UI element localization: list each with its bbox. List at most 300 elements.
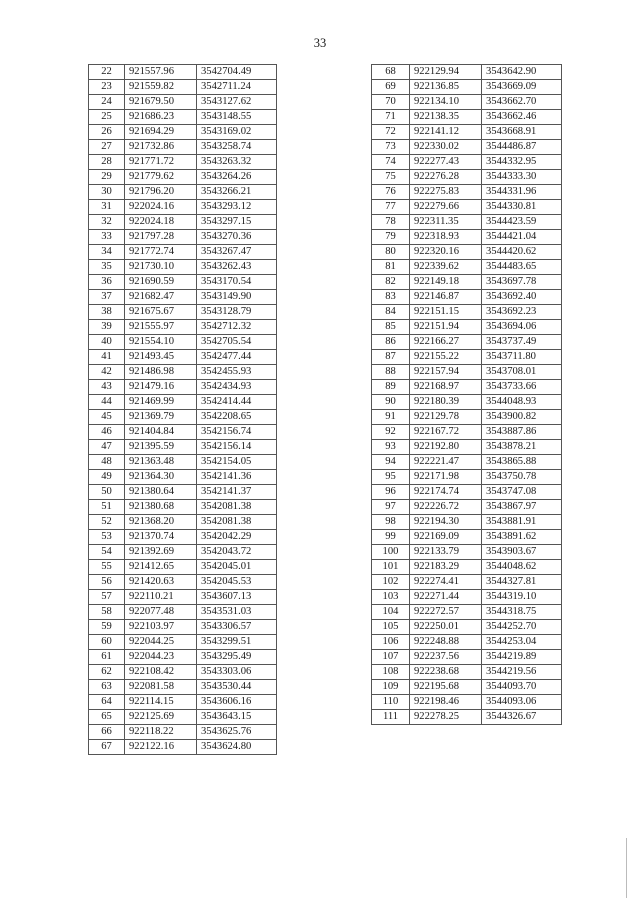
y-coordinate-cell: 3542414.44 [197,395,277,410]
point-number-cell: 37 [89,290,125,305]
table-row [89,695,277,710]
x-coordinate-cell: 922114.15 [125,695,197,710]
x-coordinate-cell: 922250.01 [410,620,482,635]
y-coordinate-cell: 3543295.49 [197,650,277,665]
point-number-cell: 26 [89,125,125,140]
x-coordinate-cell: 922198.46 [410,695,482,710]
table-row [89,275,277,290]
table-row [89,230,277,245]
table-row [89,365,277,380]
y-coordinate-cell: 3543865.88 [482,455,562,470]
table-row [89,425,277,440]
point-number-cell: 104 [372,605,410,620]
y-coordinate-cell: 3542081.38 [197,500,277,515]
x-coordinate-cell: 921675.67 [125,305,197,320]
x-coordinate-cell: 922279.66 [410,200,482,215]
point-number-cell: 69 [372,80,410,95]
x-coordinate-cell: 921557.96 [125,65,197,80]
y-coordinate-cell: 3543642.90 [482,65,562,80]
coordinates-table-left [88,64,277,755]
coordinates-table-right [371,64,562,725]
y-coordinate-cell: 3542711.24 [197,80,277,95]
y-coordinate-cell: 3544326.67 [482,710,562,725]
y-coordinate-cell: 3543148.55 [197,110,277,125]
y-coordinate-cell: 3543891.62 [482,530,562,545]
x-coordinate-cell: 921732.86 [125,140,197,155]
x-coordinate-cell: 921797.28 [125,230,197,245]
table-row [89,395,277,410]
point-number-cell: 105 [372,620,410,635]
point-number-cell: 102 [372,575,410,590]
y-coordinate-cell: 3542043.72 [197,545,277,560]
y-coordinate-cell: 3543258.74 [197,140,277,155]
y-coordinate-cell: 3543881.91 [482,515,562,530]
y-coordinate-cell: 3543711.80 [482,350,562,365]
point-number-cell: 40 [89,335,125,350]
x-coordinate-cell: 922024.16 [125,200,197,215]
x-coordinate-cell: 922272.57 [410,605,482,620]
point-number-cell: 41 [89,350,125,365]
x-coordinate-cell: 922180.39 [410,395,482,410]
point-number-cell: 38 [89,305,125,320]
y-coordinate-cell: 3542704.49 [197,65,277,80]
x-coordinate-cell: 921380.68 [125,500,197,515]
y-coordinate-cell: 3543668.91 [482,125,562,140]
table-row [89,290,277,305]
table-row [372,605,562,620]
table-row [372,155,562,170]
x-coordinate-cell: 921694.29 [125,125,197,140]
y-coordinate-cell: 3542156.14 [197,440,277,455]
x-coordinate-cell: 922320.16 [410,245,482,260]
y-coordinate-cell: 3543149.90 [197,290,277,305]
y-coordinate-cell: 3543887.86 [482,425,562,440]
point-number-cell: 86 [372,335,410,350]
y-coordinate-cell: 3543694.06 [482,320,562,335]
y-coordinate-cell: 3542042.29 [197,530,277,545]
point-number-cell: 93 [372,440,410,455]
x-coordinate-cell: 921364.30 [125,470,197,485]
table-row [89,515,277,530]
y-coordinate-cell: 3543606.16 [197,695,277,710]
x-coordinate-cell: 921369.79 [125,410,197,425]
point-number-cell: 73 [372,140,410,155]
x-coordinate-cell: 921380.64 [125,485,197,500]
table-row [89,635,277,650]
x-coordinate-cell: 922141.12 [410,125,482,140]
point-number-cell: 89 [372,380,410,395]
table-row [372,395,562,410]
point-number-cell: 100 [372,545,410,560]
point-number-cell: 28 [89,155,125,170]
x-coordinate-cell: 921682.47 [125,290,197,305]
x-coordinate-cell: 922174.74 [410,485,482,500]
y-coordinate-cell: 3543737.49 [482,335,562,350]
point-number-cell: 23 [89,80,125,95]
table-row [372,410,562,425]
point-number-cell: 99 [372,530,410,545]
table-row [372,230,562,245]
x-coordinate-cell: 922138.35 [410,110,482,125]
x-coordinate-cell: 922278.25 [410,710,482,725]
point-number-cell: 96 [372,485,410,500]
y-coordinate-cell: 3543169.02 [197,125,277,140]
x-coordinate-cell: 922122.16 [125,740,197,755]
x-coordinate-cell: 922276.28 [410,170,482,185]
table-row [372,485,562,500]
point-number-cell: 85 [372,320,410,335]
point-number-cell: 49 [89,470,125,485]
point-number-cell: 97 [372,500,410,515]
point-number-cell: 76 [372,185,410,200]
point-number-cell: 50 [89,485,125,500]
table-row [89,500,277,515]
coordinates-table-right-body [372,65,562,725]
table-row [372,620,562,635]
x-coordinate-cell: 921493.45 [125,350,197,365]
y-coordinate-cell: 3542455.93 [197,365,277,380]
table-row [372,290,562,305]
table-row [372,515,562,530]
point-number-cell: 32 [89,215,125,230]
table-row [372,545,562,560]
point-number-cell: 61 [89,650,125,665]
x-coordinate-cell: 922271.44 [410,590,482,605]
y-coordinate-cell: 3543878.21 [482,440,562,455]
x-coordinate-cell: 922238.68 [410,665,482,680]
x-coordinate-cell: 922134.10 [410,95,482,110]
table-row [372,350,562,365]
table-row [372,200,562,215]
x-coordinate-cell: 922129.78 [410,410,482,425]
point-number-cell: 91 [372,410,410,425]
x-coordinate-cell: 921486.98 [125,365,197,380]
y-coordinate-cell: 3543708.01 [482,365,562,380]
x-coordinate-cell: 921690.59 [125,275,197,290]
table-row [89,605,277,620]
table-row [372,110,562,125]
x-coordinate-cell: 922149.18 [410,275,482,290]
point-number-cell: 31 [89,200,125,215]
table-row [89,80,277,95]
y-coordinate-cell: 3543127.62 [197,95,277,110]
x-coordinate-cell: 922166.27 [410,335,482,350]
x-coordinate-cell: 921469.99 [125,395,197,410]
point-number-cell: 36 [89,275,125,290]
table-row [372,305,562,320]
table-row [89,710,277,725]
y-coordinate-cell: 3544420.62 [482,245,562,260]
point-number-cell: 103 [372,590,410,605]
y-coordinate-cell: 3543293.12 [197,200,277,215]
y-coordinate-cell: 3544219.89 [482,650,562,665]
table-row [372,665,562,680]
y-coordinate-cell: 3544332.95 [482,155,562,170]
point-number-cell: 57 [89,590,125,605]
table-row [89,740,277,755]
point-number-cell: 70 [372,95,410,110]
y-coordinate-cell: 3542154.05 [197,455,277,470]
x-coordinate-cell: 922077.48 [125,605,197,620]
point-number-cell: 53 [89,530,125,545]
point-number-cell: 45 [89,410,125,425]
x-coordinate-cell: 922275.83 [410,185,482,200]
y-coordinate-cell: 3544423.59 [482,215,562,230]
x-coordinate-cell: 922024.18 [125,215,197,230]
table-row [89,575,277,590]
point-number-cell: 65 [89,710,125,725]
y-coordinate-cell: 3544048.62 [482,560,562,575]
point-number-cell: 39 [89,320,125,335]
x-coordinate-cell: 921363.48 [125,455,197,470]
table-row [89,110,277,125]
point-number-cell: 87 [372,350,410,365]
y-coordinate-cell: 3544318.75 [482,605,562,620]
x-coordinate-cell: 922311.35 [410,215,482,230]
table-row [372,65,562,80]
x-coordinate-cell: 922221.47 [410,455,482,470]
y-coordinate-cell: 3543697.78 [482,275,562,290]
table-row [89,545,277,560]
table-row [372,530,562,545]
point-number-cell: 22 [89,65,125,80]
x-coordinate-cell: 921404.84 [125,425,197,440]
x-coordinate-cell: 921686.23 [125,110,197,125]
point-number-cell: 63 [89,680,125,695]
y-coordinate-cell: 3544331.96 [482,185,562,200]
y-coordinate-cell: 3544219.56 [482,665,562,680]
point-number-cell: 108 [372,665,410,680]
table-row [89,650,277,665]
point-number-cell: 80 [372,245,410,260]
y-coordinate-cell: 3542434.93 [197,380,277,395]
y-coordinate-cell: 3543299.51 [197,635,277,650]
y-coordinate-cell: 3544319.10 [482,590,562,605]
table-row [89,305,277,320]
table-row [372,470,562,485]
y-coordinate-cell: 3543733.66 [482,380,562,395]
y-coordinate-cell: 3543750.78 [482,470,562,485]
y-coordinate-cell: 3542045.53 [197,575,277,590]
point-number-cell: 27 [89,140,125,155]
y-coordinate-cell: 3543531.03 [197,605,277,620]
y-coordinate-cell: 3544330.81 [482,200,562,215]
table-row [372,500,562,515]
y-coordinate-cell: 3544048.93 [482,395,562,410]
y-coordinate-cell: 3543306.57 [197,620,277,635]
x-coordinate-cell: 921554.10 [125,335,197,350]
point-number-cell: 94 [372,455,410,470]
y-coordinate-cell: 3543128.79 [197,305,277,320]
table-row [372,440,562,455]
table-row [89,620,277,635]
table-row [89,560,277,575]
x-coordinate-cell: 922136.85 [410,80,482,95]
table-row [89,155,277,170]
y-coordinate-cell: 3544252.70 [482,620,562,635]
point-number-cell: 59 [89,620,125,635]
x-coordinate-cell: 922195.68 [410,680,482,695]
page-number: 33 [313,36,327,50]
x-coordinate-cell: 921370.74 [125,530,197,545]
table-row [89,260,277,275]
x-coordinate-cell: 921555.97 [125,320,197,335]
point-number-cell: 75 [372,170,410,185]
y-coordinate-cell: 3543297.15 [197,215,277,230]
point-number-cell: 42 [89,365,125,380]
table-row [89,380,277,395]
table-row [89,320,277,335]
table-row [89,455,277,470]
y-coordinate-cell: 3543669.09 [482,80,562,95]
point-number-cell: 25 [89,110,125,125]
point-number-cell: 88 [372,365,410,380]
x-coordinate-cell: 921420.63 [125,575,197,590]
point-number-cell: 66 [89,725,125,740]
x-coordinate-cell: 922226.72 [410,500,482,515]
table-row [89,665,277,680]
table-row [89,440,277,455]
y-coordinate-cell: 3543263.32 [197,155,277,170]
y-coordinate-cell: 3542081.38 [197,515,277,530]
table-row [372,260,562,275]
y-coordinate-cell: 3543867.97 [482,500,562,515]
y-coordinate-cell: 3543303.06 [197,665,277,680]
table-row [372,275,562,290]
y-coordinate-cell: 3542208.65 [197,410,277,425]
y-coordinate-cell: 3542141.36 [197,470,277,485]
x-coordinate-cell: 922318.93 [410,230,482,245]
y-coordinate-cell: 3544093.70 [482,680,562,695]
y-coordinate-cell: 3543267.47 [197,245,277,260]
x-coordinate-cell: 922146.87 [410,290,482,305]
y-coordinate-cell: 3544093.06 [482,695,562,710]
x-coordinate-cell: 921559.82 [125,80,197,95]
x-coordinate-cell: 922183.29 [410,560,482,575]
x-coordinate-cell: 922167.72 [410,425,482,440]
x-coordinate-cell: 922248.88 [410,635,482,650]
table-row [372,710,562,725]
x-coordinate-cell: 922277.43 [410,155,482,170]
table-row [372,425,562,440]
point-number-cell: 60 [89,635,125,650]
table-row [89,65,277,80]
table-row [89,410,277,425]
x-coordinate-cell: 922103.97 [125,620,197,635]
x-coordinate-cell: 921412.65 [125,560,197,575]
x-coordinate-cell: 921796.20 [125,185,197,200]
table-row [372,320,562,335]
point-number-cell: 111 [372,710,410,725]
table-row [89,470,277,485]
point-number-cell: 48 [89,455,125,470]
point-number-cell: 79 [372,230,410,245]
y-coordinate-cell: 3543747.08 [482,485,562,500]
table-row [372,380,562,395]
table-row [89,125,277,140]
table-row [372,575,562,590]
table-row [372,215,562,230]
point-number-cell: 83 [372,290,410,305]
point-number-cell: 58 [89,605,125,620]
x-coordinate-cell: 922339.62 [410,260,482,275]
table-row [89,725,277,740]
table-row [89,140,277,155]
y-coordinate-cell: 3543692.23 [482,305,562,320]
point-number-cell: 98 [372,515,410,530]
point-number-cell: 109 [372,680,410,695]
table-row [372,185,562,200]
y-coordinate-cell: 3543262.43 [197,260,277,275]
point-number-cell: 107 [372,650,410,665]
x-coordinate-cell: 922118.22 [125,725,197,740]
point-number-cell: 95 [372,470,410,485]
x-coordinate-cell: 922171.98 [410,470,482,485]
y-coordinate-cell: 3543266.21 [197,185,277,200]
table-row [89,680,277,695]
table-row [89,335,277,350]
x-coordinate-cell: 922168.97 [410,380,482,395]
x-coordinate-cell: 922155.22 [410,350,482,365]
x-coordinate-cell: 921479.16 [125,380,197,395]
table-row [372,140,562,155]
y-coordinate-cell: 3543607.13 [197,590,277,605]
y-coordinate-cell: 3543170.54 [197,275,277,290]
point-number-cell: 68 [372,65,410,80]
y-coordinate-cell: 3542045.01 [197,560,277,575]
x-coordinate-cell: 922169.09 [410,530,482,545]
y-coordinate-cell: 3543662.46 [482,110,562,125]
x-coordinate-cell: 922044.25 [125,635,197,650]
x-coordinate-cell: 921771.72 [125,155,197,170]
x-coordinate-cell: 922151.94 [410,320,482,335]
table-row [89,215,277,230]
point-number-cell: 101 [372,560,410,575]
x-coordinate-cell: 922151.15 [410,305,482,320]
table-row [372,95,562,110]
table-row [372,245,562,260]
scan-margin-line [626,838,627,898]
point-number-cell: 56 [89,575,125,590]
y-coordinate-cell: 3543270.36 [197,230,277,245]
table-row [372,455,562,470]
x-coordinate-cell: 922108.42 [125,665,197,680]
y-coordinate-cell: 3542477.44 [197,350,277,365]
x-coordinate-cell: 922110.21 [125,590,197,605]
point-number-cell: 71 [372,110,410,125]
y-coordinate-cell: 3544421.04 [482,230,562,245]
table-row [372,365,562,380]
x-coordinate-cell: 922330.02 [410,140,482,155]
y-coordinate-cell: 3544327.81 [482,575,562,590]
x-coordinate-cell: 922044.23 [125,650,197,665]
point-number-cell: 35 [89,260,125,275]
point-number-cell: 51 [89,500,125,515]
point-number-cell: 78 [372,215,410,230]
point-number-cell: 106 [372,635,410,650]
y-coordinate-cell: 3543903.67 [482,545,562,560]
table-row [372,335,562,350]
y-coordinate-cell: 3542141.37 [197,485,277,500]
point-number-cell: 72 [372,125,410,140]
x-coordinate-cell: 922237.56 [410,650,482,665]
table-row [372,125,562,140]
y-coordinate-cell: 3543530.44 [197,680,277,695]
x-coordinate-cell: 922081.58 [125,680,197,695]
point-number-cell: 30 [89,185,125,200]
table-row [89,95,277,110]
table-row [372,680,562,695]
